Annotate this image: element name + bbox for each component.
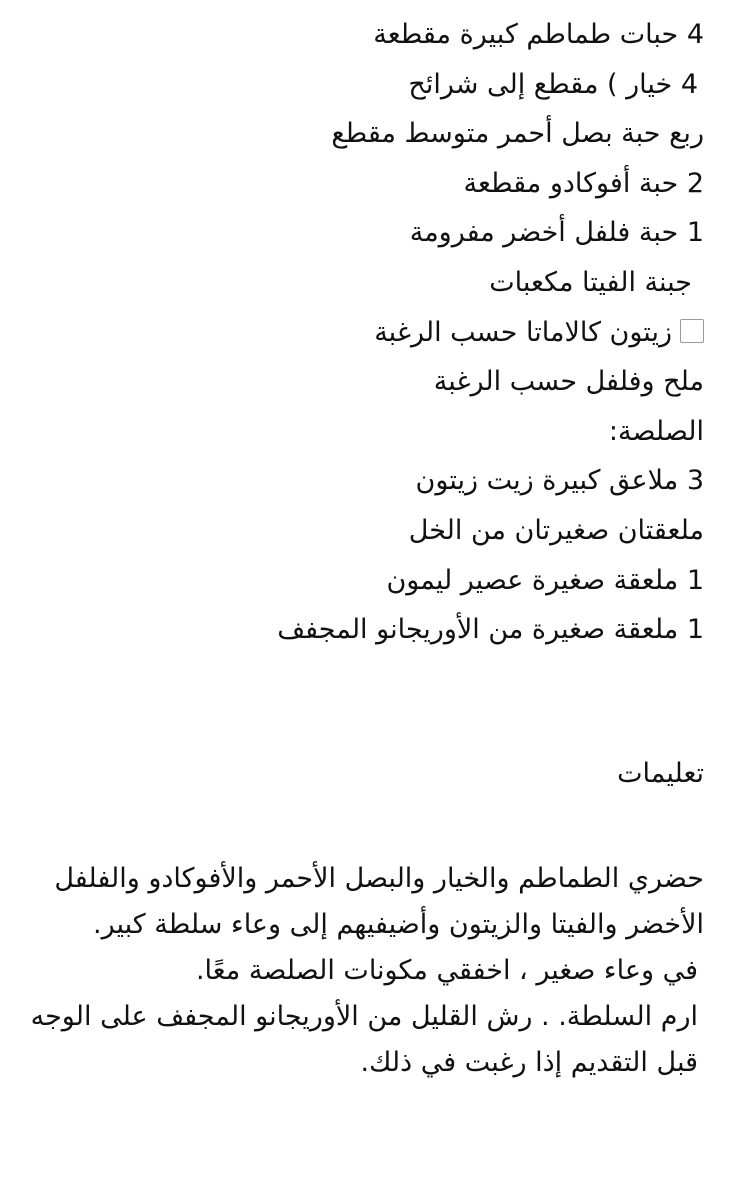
instruction-step: في وعاء صغير ، اخفقي مكونات الصلصة معًا. [195,955,698,986]
ingredient-item: 4 خيار ) مقطع إلى شرائح [408,68,698,100]
ingredients-list [24,10,704,655]
sauce-heading: الصلصة: [608,415,704,447]
ingredient-item: جبنة الفيتا مكعبات [489,266,692,298]
ingredient-item: 1 ملعقة صغيرة من الأوريجانو المجفف [277,614,704,646]
ingredient-item: 3 ملاعق كبيرة زيت زيتون [415,465,704,497]
instructions-title: تعليمات [617,758,704,789]
ingredient-item: ملعقتان صغيرتان من الخل [408,514,704,546]
ingredient-item: 1 حبة فلفل أخضر مفرومة [409,217,704,249]
ingredient-item: 2 حبة أفوكادو مقطعة [463,167,704,199]
checkbox-icon[interactable] [680,319,704,343]
ingredient-label: زيتون كالاماتا حسب الرغبة [374,316,672,348]
instruction-step: حضري الطماطم والخيار والبصل الأحمر والأفوكادو والفلفل الأخضر والفيتا والزيتون وأضيفيهم إلى وعاء سلطة كبير. [54,863,704,940]
instructions-text [28,856,704,1086]
instruction-step: ارم السلطة. . رش القليل من الأوريجانو المجفف على الوجه قبل التقديم إذا رغبت في ذلك. [30,1001,698,1078]
ingredient-item: 4 حبات طماطم كبيرة مقطعة [373,19,704,50]
ingredient-item: 1 ملعقة صغيرة عصير ليمون [386,564,704,596]
ingredient-item-with-checkbox [24,308,704,358]
ingredient-item: ربع حبة بصل أحمر متوسط مقطع [331,118,704,150]
ingredient-item: ملح وفلفل حسب الرغبة [433,366,704,398]
